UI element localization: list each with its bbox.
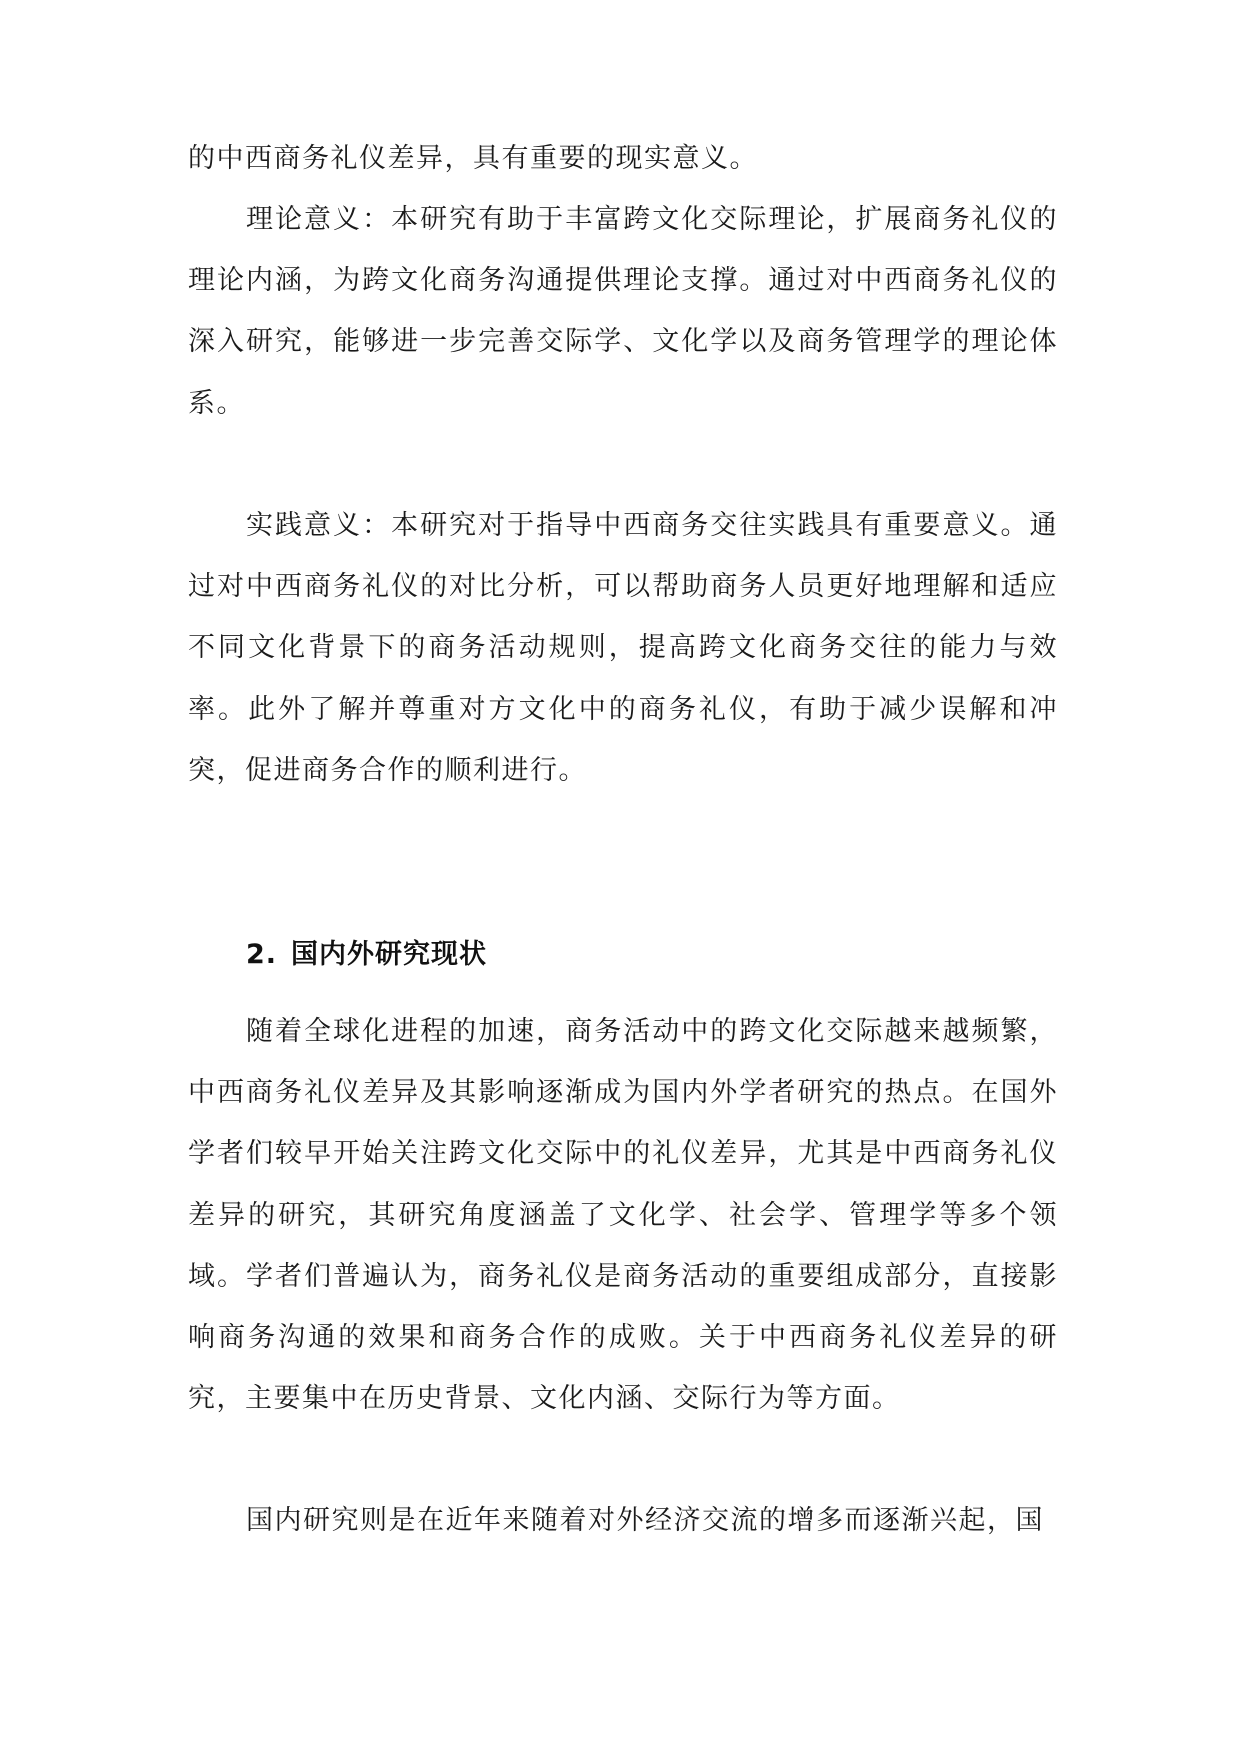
paragraph-continuation: 的中西商务礼仪差异，具有重要的现实意义。: [188, 143, 758, 174]
section-title: 国内外研究现状: [291, 939, 488, 970]
paragraph-practical-significance: 实践意义：本研究对于指导中西商务交往实践具有重要意义。通过对中西商务礼仪的对比分析，可以帮助商务人员更好地理解和适应不同文化背景下的商务活动规则，提高跨文化商务交往的能力与效率。此外了解并尊重对方文化中的商务礼仪，有助于减少误解和冲突，促进商务合作的顺利进行。: [188, 510, 1058, 786]
paragraph-theoretical-significance: 理论意义：本研究有助于丰富跨文化交际理论，扩展商务礼仪的理论内涵，为跨文化商务沟通提供理论支撑。通过对中西商务礼仪的深入研究，能够进一步完善交际学、文化学以及商务管理学的理论体系。: [188, 204, 1058, 419]
section-number: 2.: [246, 939, 278, 970]
paragraph-research-status-abroad: 随着全球化进程的加速，商务活动中的跨文化交际越来越频繁，中西商务礼仪差异及其影响逐渐成为国内外学者研究的热点。在国外学者们较早开始关注跨文化交际中的礼仪差异，尤其是中西商务礼仪差异的研究，其研究角度涵盖了文化学、社会学、管理学等多个领域。学者们普遍认为，商务礼仪是商务活动的重要组成部分，直接影响商务沟通的效果和商务合作的成败。关于中西商务礼仪差异的研究，主要集中在历史背景、文化内涵、交际行为等方面。: [188, 1016, 1058, 1415]
paragraph-research-status-domestic: 国内研究则是在近年来随着对外经济交流的增多而逐渐兴起，国: [246, 1505, 1044, 1536]
section-heading: [246, 935, 487, 975]
